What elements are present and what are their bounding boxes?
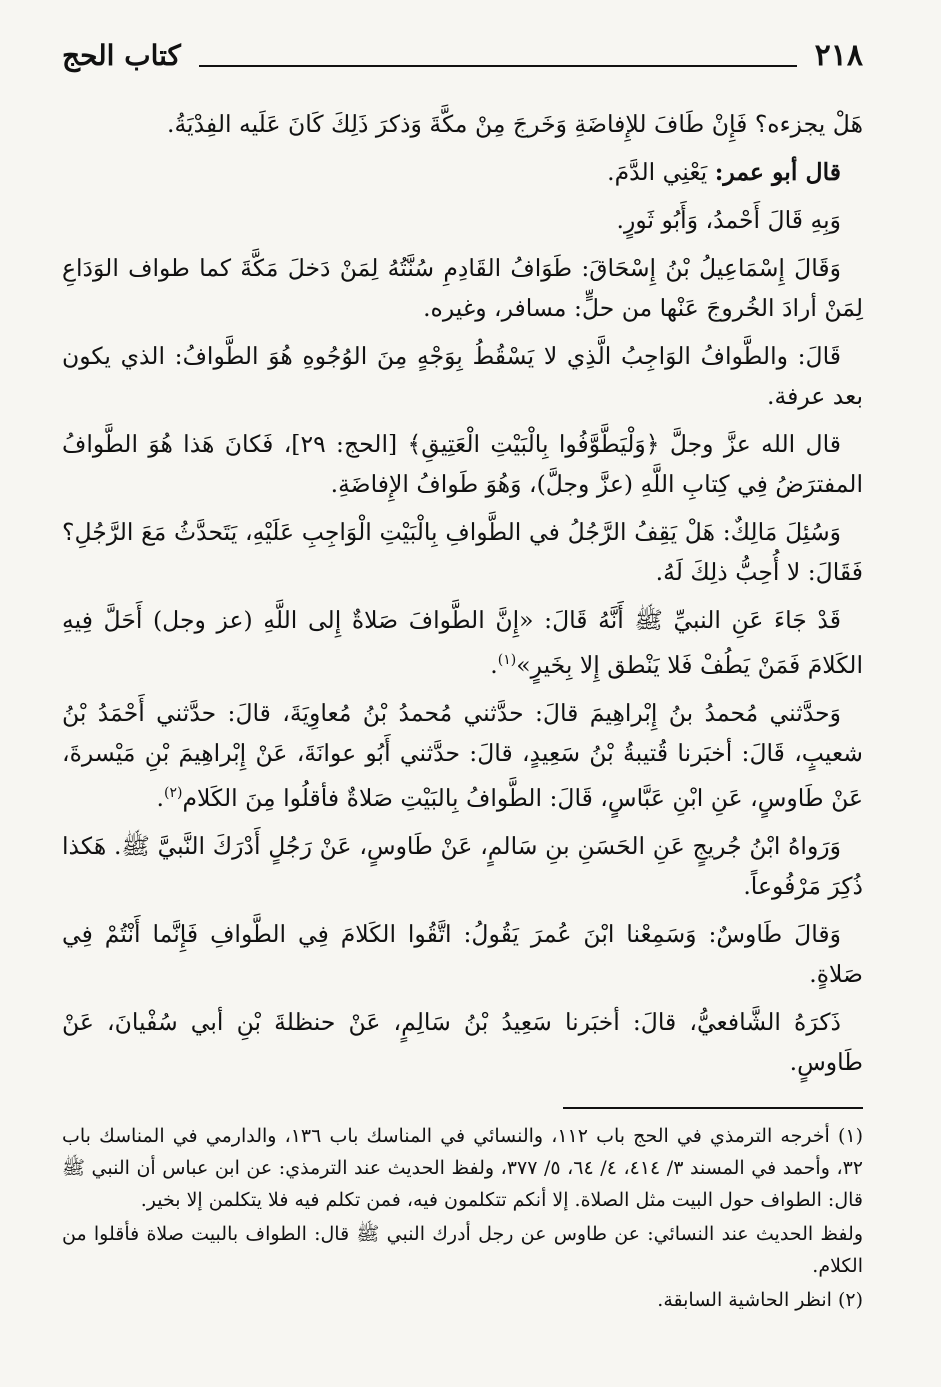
paragraph-9-end: . [156, 783, 164, 812]
footnotes [62, 1120, 863, 1318]
paragraph-2 [62, 152, 863, 192]
paragraph-8-text: قَدْ جَاءَ عَنِ النبيِّ ﷺ أَنَّهُ قَالَ: «إِنَّ الطَّوافَ صَلاةٌ إِلى اللَّهِ (عز وجل) أَحَلَّ فِيهِ الكَلامَ فَمَنْ يَطُفْ فَلا يَنْطق إِلا بِخَيرٍ» [62, 606, 863, 679]
paragraph-5: قَالَ: والطَّوافُ الوَاجِبُ الَّذِي لا يَسْقُطُ بِوَجْهٍ مِنَ الوُجُوهِ هُوَ الطَّوافُ: الذي يكون بعد عرفة. [62, 342, 863, 410]
page-number: ٢١٨ [814, 37, 863, 73]
header-rule [199, 65, 797, 67]
footnote-separator [563, 1107, 863, 1109]
running-title: كتاب الحج [62, 38, 181, 72]
paragraph-10: وَرَواهُ ابْنُ جُريجٍ عَنِ الحَسَنِ بنِ سَالمٍ، عَنْ طَاوسٍ، عَنْ رَجُلٍ أَدْرَكَ النَّبيَّ ﷺ. هَكذا ذُكِرَ مَرْفُوعاً. [62, 831, 863, 900]
paragraph-2-text: يَعْنِي الدَّمَ. [607, 158, 708, 186]
footnote-1-continued: ولفظ الحديث عند النسائي: عن طاوس عن رجل أدرك النبي ﷺ قال: الطواف بالبيت صلاة فأقلوا من الكلام. [62, 1223, 863, 1277]
paragraph-3: وَبِهِ قَالَ أَحْمدُ، وَأَبُو ثَورٍ. [616, 206, 841, 234]
footnote-ref-2[interactable]: (٢) [163, 784, 183, 801]
paragraph-11: وَقالَ طَاوسٌ: وَسَمِعْنا ابْنَ عُمرَ يَقُولُ: اتَّقُوا الكَلامَ فِي الطَّوافِ فَإِنَّما أَنْتُمْ فِي صَلاةٍ. [62, 919, 863, 988]
footnote-1: (١) أخرجه الترمذي في الحج باب ١١٢، والنسائي في المناسك باب ١٣٦، والدارمي في المناسك باب ٣٢، وأحمد في المسند ٣/ ٤١٤، ٤/ ٦٤، ٥/ ٣٧٧، ولفظ الحديث عند الترمذي: عن ابن عباس أن النبي ﷺ قال: الطواف حول البيت مثل الصلاة. إلا أنكم تتكلمون فيه، فمن تكلم فيه فلا يتكلمن إلا بخير. [62, 1125, 863, 1211]
main-text [62, 104, 863, 1090]
paragraph-7: وَسُئِلَ مَالِكٌ: هَلْ يَقِفُ الرَّجُلُ في الطَّوافِ بِالْبَيْتِ الْوَاجِبِ عَلَيْهِ، يَتَحدَّثُ مَعَ الرَّجُلِ؟ فَقَالَ: لا أُحِبُّ ذلِكَ لَهُ. [62, 518, 863, 586]
footnote-ref-1[interactable]: (١) [497, 652, 517, 668]
page-header [62, 30, 863, 80]
paragraph-1: هَلْ يجزءه؟ فَإِنْ طَافَ للإِفاضَةِ وَخَرجَ مِنْ مكَّةَ وَذكرَ ذَلِكَ كَانَ عَلَيه الفِدْيَةُ. [166, 110, 863, 138]
paragraph-8 [62, 600, 863, 685]
paragraph-4: وَقَالَ إِسْمَاعِيلُ بْنُ إِسْحَاقَ: طَوَافُ القَادِمِ سُنَّتُهُ لِمَنْ دَخلَ مَكَّةَ كما طواف الوَدَاعِ لِمَنْ أرادَ الخُروجَ عَنْها من حلٍّ: مسافر، وغيره. [62, 254, 863, 322]
paragraph-12: ذَكرَهُ الشَّافعيُّ، قالَ: أخبَرنا سَعِيدُ بْنُ سَالِمٍ، عَنْ حنظلةَ بْنِ أبي سُفْيانَ، عَنْ طَاوسٍ. [62, 1007, 863, 1076]
speaker-label: قال أبو عمر: [714, 158, 841, 186]
footnote-2: (٢) انظر الحاشية السابقة. [657, 1289, 863, 1311]
paragraph-8-end: . [490, 650, 498, 679]
paragraph-9-text: وَحدَّثني مُحمدُ بنُ إِبْراهِيمَ قالَ: حدَّثني مُحمدُ بْنُ مُعاوِيَةَ، قالَ: حدَّثني أَحْمَدُ بْنُ شعيبٍ، قَالَ: أخبَرنا قُتيبةُ بْنُ سَعِيدٍ، قالَ: حدَّثني أَبُو عوانَةَ، عَنْ إِبْراهِيمَ بْنِ مَيْسرةَ، عَنْ طَاوسٍ، عَنِ ابْنِ عَبَّاسٍ، قَالَ: الطَّوافُ بِالبَيْتِ صَلاةٌ فأقلُوا مِنَ الكَلام [62, 698, 863, 812]
paragraph-9 [62, 693, 863, 818]
paragraph-6: قال الله عزَّ وجلَّ ﴿وَلْيَطَّوَّفُوا بِالْبَيْتِ الْعَتِيقِ﴾ [الحج: ٢٩]، فَكانَ هَذا هُوَ الطَّوافُ المفترَضُ فِي كِتابِ اللَّهِ (عزَّ وجلَّ)، وَهُوَ طَوافُ الإِفاضَةِ. [62, 430, 863, 498]
